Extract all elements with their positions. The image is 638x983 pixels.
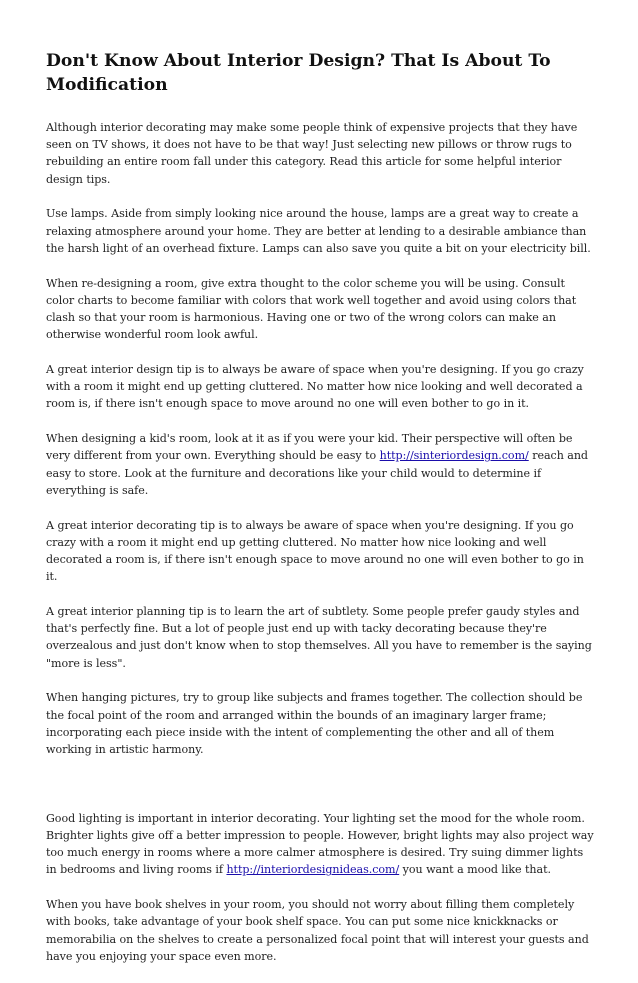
paragraph-lighting-text-after: you want a mood like that.: [399, 863, 551, 877]
paragraph-lighting-text-before: Good lighting is important in interior decorating. Your lighting set the mood for the whole room. Brighter lights give off a better impression to people. However, bright lights may also project way too much energy in rooms where a more calmer atmosphere is desired. Try suing dimmer lights in bedrooms and living rooms if: [46, 811, 594, 877]
document-page: [46, 49, 594, 983]
paragraph-kids-room-text-before: When designing a kid's room, look at it as if you were your kid. Their perspective will often be very different from your own. Everything should be easy to: [46, 432, 573, 463]
interiordesignideas-link[interactable]: http://interiordesignideas.com/: [226, 863, 400, 877]
paragraph-space-decorating: A great interior decorating tip is to always be aware of space when you're designing. If you go crazy with a room it might end up getting cluttered. No matter how nice looking and well decorated a room is, if there isn't enough space to move around no one will even bother to go in it.: [46, 518, 584, 584]
paragraph-kids-room: [46, 430, 594, 499]
sinteriordesign-link[interactable]: http://sinteriordesign.com/: [379, 449, 529, 463]
paragraph-lighting: [46, 810, 594, 879]
paragraph-color-scheme: When re-designing a room, give extra thought to the color scheme you will be using. Consult color charts to become familiar with colors that work well together and avoid using colors that clash so that your room is harmonious. Having one or two of the wrong colors can make an otherwise wonderful room look awful.: [46, 276, 577, 342]
paragraph-book-shelves: When you have book shelves in your room, you should not worry about filling them completely with books, take advantage of your book shelf space. You can put some nice knickknacks or memorabilia on the shelves to create a personalized focal point that will interest your guests and have you enjoying your space even more.: [46, 898, 589, 963]
paragraph-kids-room-text-after: reach and easy to store. Look at the furniture and decorations like your child would to determine if everything is safe.: [46, 449, 588, 497]
document-title: Don't Know About Interior Design? That Is About To Modification: [46, 51, 551, 95]
paragraph-subtlety: A great interior planning tip is to learn the art of subtlety. Some people prefer gaudy styles and that's perfectly fine. But a lot of people just end up with tacky decorating because they're overzealous and just don't know when to stop themselves. All you have to remember is the saying "more is less".: [46, 605, 592, 670]
blank-spacer: [46, 776, 594, 810]
paragraph-lamps: Use lamps. Aside from simply looking nice around the house, lamps are a great way to create a relaxing atmosphere around your home. They are better at lending to a desirable ambiance than the harsh light of an overhead fixture. Lamps can also save you quite a bit on your electricity bill.: [46, 207, 591, 255]
paragraph-hanging-pictures: When hanging pictures, try to group like subjects and frames together. The collection should be the focal point of the room and arranged within the bounds of an imaginary larger frame; incorporating each piece inside with the intent of complementing the other and all of them working in artistic harmony.: [46, 691, 583, 757]
paragraph-space-design: A great interior design tip is to always be aware of space when you're designing. If you go crazy with a room it might end up getting cluttered. No matter how nice looking and well decorated a room is, if there isn't enough space to move around no one will even bother to go in it.: [46, 363, 584, 411]
paragraph-intro: Although interior decorating may make some people think of expensive projects that they have seen on TV shows, it does not have to be that way! Just selecting new pillows or throw rugs to rebuilding an entire room fall under this category. Read this article for some helpful interior design tips.: [46, 121, 578, 186]
